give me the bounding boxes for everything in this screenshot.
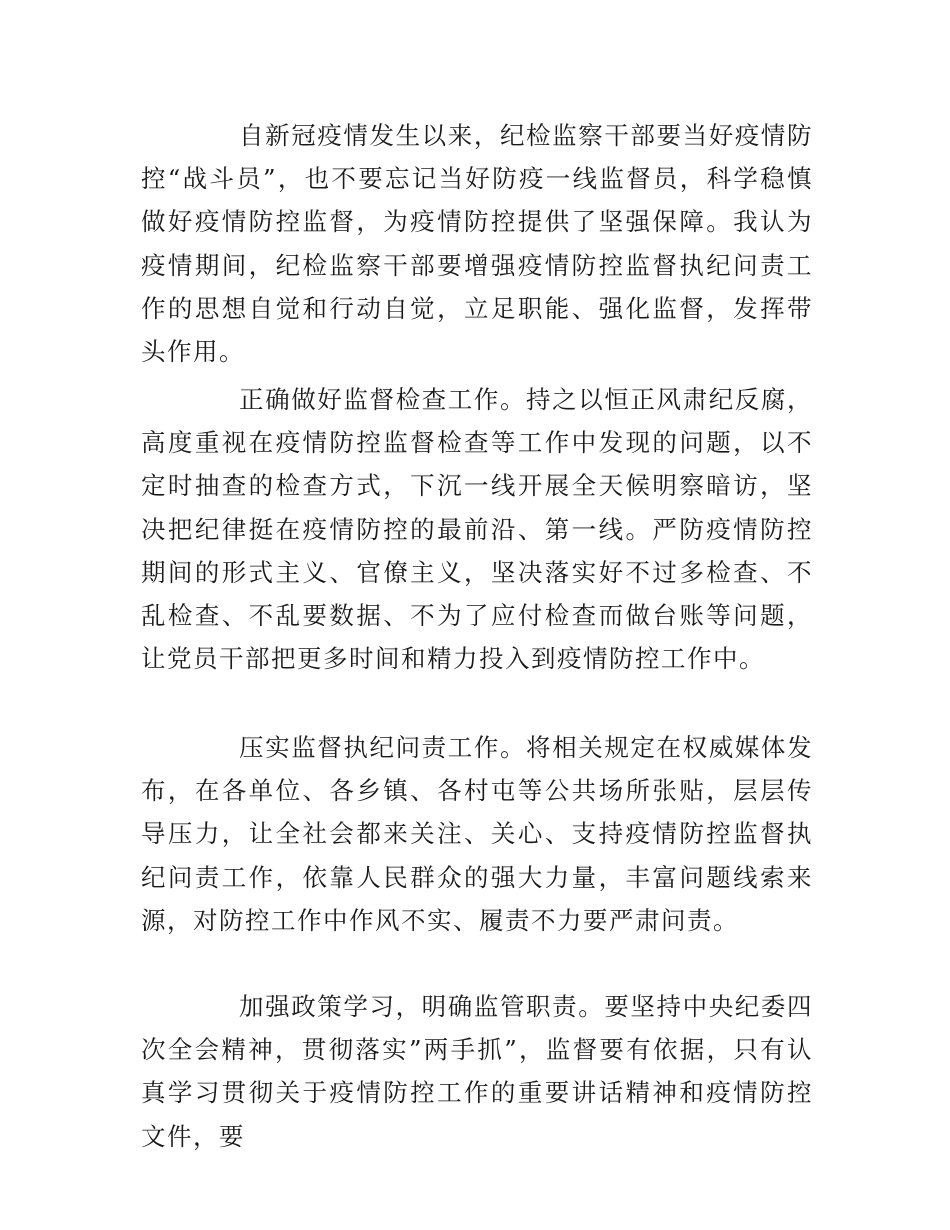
paragraph-accountability: 压实监督执纪问责工作。将相关规定在权威媒体发布，在各单位、各乡镇、各村屯等公共场所张贴，层层传导压力，让全社会都来关注、关心、支持疫情防控监督执纪问责工作，依靠人民群众的强大力量，丰富问题线索来源，对防控工作中作风不实、履责不力要严肃问责。 [141, 733, 813, 935]
paragraph-intro: 自新冠疫情发生以来，纪检监察干部要当好疫情防控“战斗员”，也不要忘记当好防疫一线监督员，科学稳慎做好疫情防控监督，为疫情防控提供了坚强保障。我认为疫情期间，纪检监察干部要增强疫情防控监督执纪问责工作的思想自觉和行动自觉，立足职能、强化监督，发挥带头作用。 [141, 121, 813, 367]
paragraph-policy-study: 加强政策学习，明确监管职责。要坚持中央纪委四次全会精神，贯彻落实”两手抓”，监督要有依据，只有认真学习贯彻关于疫情防控工作的重要讲话精神和疫情防控文件，要 [141, 992, 813, 1151]
paragraph-supervision-inspection: 正确做好监督检查工作。持之以恒正风肃纪反腐，高度重视在疫情防控监督检查等工作中发现的问题，以不定时抽查的检查方式，下沉一线开展全天候明察暗访，坚决把纪律挺在疫情防控的最前沿、第一线。严防疫情防控期间的形式主义、官僚主义，坚决落实好不过多检查、不乱检查、不乱要数据、不为了应付检查而做台账等问题，让党员干部把更多时间和精力投入到疫情防控工作中。 [141, 385, 813, 674]
